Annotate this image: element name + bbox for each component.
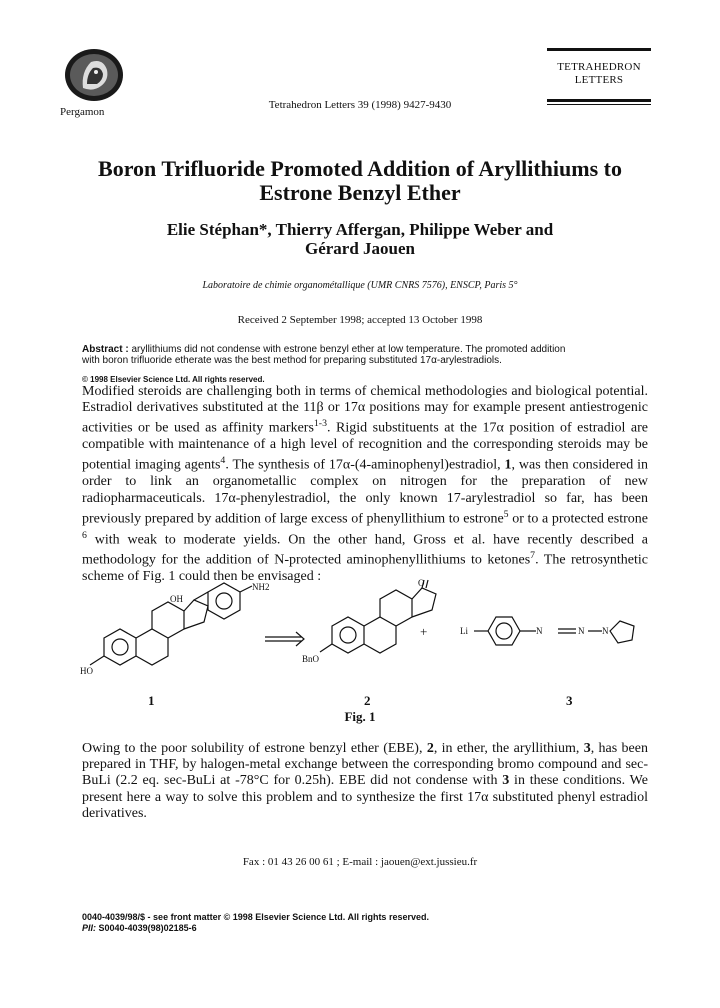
authors-line1: Elie Stéphan*, Thierry Affergan, Philippe Weber and — [166, 220, 554, 239]
abstract-line2: with boron trifluoride etherate was the best method for preparing substituted 17α-arylestradiols. — [82, 355, 502, 366]
compound1-ring-c — [152, 602, 184, 638]
pii-value: S0040-4039(98)02185-6 — [98, 923, 197, 933]
compound1-ho-bond — [90, 656, 104, 665]
compound-ref-3b: 3 — [502, 773, 510, 789]
ref-6: 6 — [82, 529, 87, 541]
masthead-rule-top — [547, 48, 651, 51]
compound2-ring-d — [412, 588, 436, 617]
masthead-rule-bottom — [547, 99, 651, 105]
p1-text-7: . The retrosynthetic scheme of Fig. 1 could then be envisaged : — [82, 553, 648, 585]
p1-text-2: . Rigid substituents at the 17α position of estradiol are compatible with maintenance of a high level of recognition and the corresponding steroids may be potential imaging agents — [82, 421, 648, 474]
p2-text-1: Owing to the poor solubility of estrone benzyl ether (EBE), — [82, 741, 427, 756]
compound2-bno-bond — [320, 644, 332, 652]
compound1-aryl-bond — [194, 592, 208, 600]
journal-citation: Tetrahedron Letters 39 (1998) 9427-9430 — [268, 99, 452, 111]
label-li: Li — [460, 626, 468, 636]
abstract — [82, 344, 652, 366]
compound-ref-2: 2 — [426, 741, 434, 756]
compound3-azo — [520, 629, 602, 633]
label-n3: N — [602, 626, 609, 636]
journal-name-line2: LETTERS — [574, 74, 624, 86]
compound-label-2: 2 — [364, 693, 371, 708]
authors — [100, 220, 620, 258]
p1-text-5: or to a protected estrone — [508, 511, 648, 527]
compound3-aryl-circle — [496, 623, 512, 639]
label-ho: HO — [80, 666, 93, 676]
journal-masthead — [547, 48, 651, 105]
p2-text-4: in these conditions. We present here a way to solve this problem and to synthesize the first 17α substituted phenyl estradiol derivatives. — [82, 773, 648, 821]
p1-text-4: , was then considered in order to link an organometallic complex on nitrogen for the preparation of new radiopharmaceuticals. 17α-phenylestradiol, the only known 17-arylestradiol so far, has been previously prepared by addition of large excess of phenyllithium to estrone — [82, 458, 648, 527]
p1-text-6: with weak to moderate yields. On the other hand, Gross et al. have recently described a methodology for the addition of N-protected aminophenyllithiums to ketones — [82, 532, 648, 569]
contact-info: Fax : 01 43 26 00 61 ; E-mail : jaouen@ext.jussieu.fr — [242, 856, 478, 868]
compound1-nh2-bond — [240, 586, 252, 592]
compound-label-1: 1 — [148, 693, 155, 708]
p1-text-1: Modified steroids are challenging both in terms of chemical methodologies and biological potential. Estradiol derivatives substituted at the 11β or 17α positions may for example present antiestrogenic activities or be used as affinity markers — [82, 384, 648, 437]
label-n2: N — [578, 626, 585, 636]
received-dates: Received 2 September 1998; accepted 13 October 1998 — [237, 314, 483, 326]
publisher-logo — [63, 48, 125, 102]
abstract-line1: aryllithiums did not condense with estrone benzyl ether at low temperature. The promoted addition — [131, 344, 566, 355]
label-plus: + — [420, 624, 428, 639]
label-nh2: NH2 — [252, 582, 270, 592]
abstract-label: Abstract : — [82, 344, 129, 355]
compound-ref-1: 1 — [504, 458, 512, 474]
abstract-copyright: © 1998 Elsevier Science Ltd. All rights reserved. — [82, 375, 265, 384]
ref-5: 5 — [503, 508, 509, 520]
retro-arrow — [265, 632, 304, 646]
issn-line: 0040-4039/98/$ - see front matter © 1998 Elsevier Science Ltd. All rights reserved. — [82, 912, 429, 922]
compound1-aryl-circle — [216, 593, 232, 609]
compound2-ring-b — [364, 617, 396, 653]
p1-text-3: . The synthesis of 17α-(4-aminophenyl)estradiol, — [225, 458, 505, 474]
ref-4: 4 — [220, 455, 226, 467]
paragraph-2 — [82, 741, 648, 822]
affiliation: Laboratoire de chimie organométallique (UMR CNRS 7576), ENSCP, Paris 5° — [202, 280, 518, 291]
ref-1-3: 1-3 — [313, 418, 327, 430]
p2-text-2: , in ether, the aryllithium, — [433, 741, 584, 756]
label-o: O — [418, 578, 425, 588]
compound3-aryl-ring — [488, 617, 520, 645]
compound2-ring-c — [380, 590, 412, 626]
article-title — [70, 157, 650, 205]
journal-name-line1: TETRAHEDRON — [557, 61, 641, 73]
compound2-aromatic-circle — [340, 627, 356, 643]
compound1-aromatic-circle — [112, 639, 128, 655]
compound1-ring-b — [136, 629, 168, 665]
label-oh: OH — [170, 594, 183, 604]
paragraph-1 — [82, 384, 648, 586]
figure-caption: Fig. 1 — [344, 709, 376, 724]
compound1-ring-a — [104, 629, 136, 665]
p2-text-3: , has been prepared in THF, by halogen-metal exchange between the corresponding bromo compound and sec-BuLi (2.2 eq. sec-BuLi at -78°C for 0.25h). EBE did not condense with — [82, 741, 648, 789]
label-n1: N — [536, 626, 543, 636]
compound3-pyrrolidine — [610, 621, 634, 643]
label-bno: BnO — [302, 654, 320, 664]
compound1-ring-d — [184, 600, 208, 629]
authors-line2: Gérard Jaouen — [304, 239, 416, 258]
ref-7: 7 — [530, 550, 536, 562]
compound2-ring-a — [332, 617, 364, 653]
pii-line — [82, 923, 197, 933]
title-line2: Estrone Benzyl Ether — [259, 180, 461, 205]
title-line1: Boron Trifluoride Promoted Addition of Aryllithiums to — [98, 156, 622, 181]
figure-1-scheme — [80, 578, 660, 723]
compound-ref-3a: 3 — [583, 741, 591, 756]
compound-label-3: 3 — [566, 693, 573, 708]
pii-label: PII: — [82, 923, 97, 933]
compound1-aryl-ring — [208, 583, 240, 619]
publisher-name: Pergamon — [60, 106, 105, 118]
